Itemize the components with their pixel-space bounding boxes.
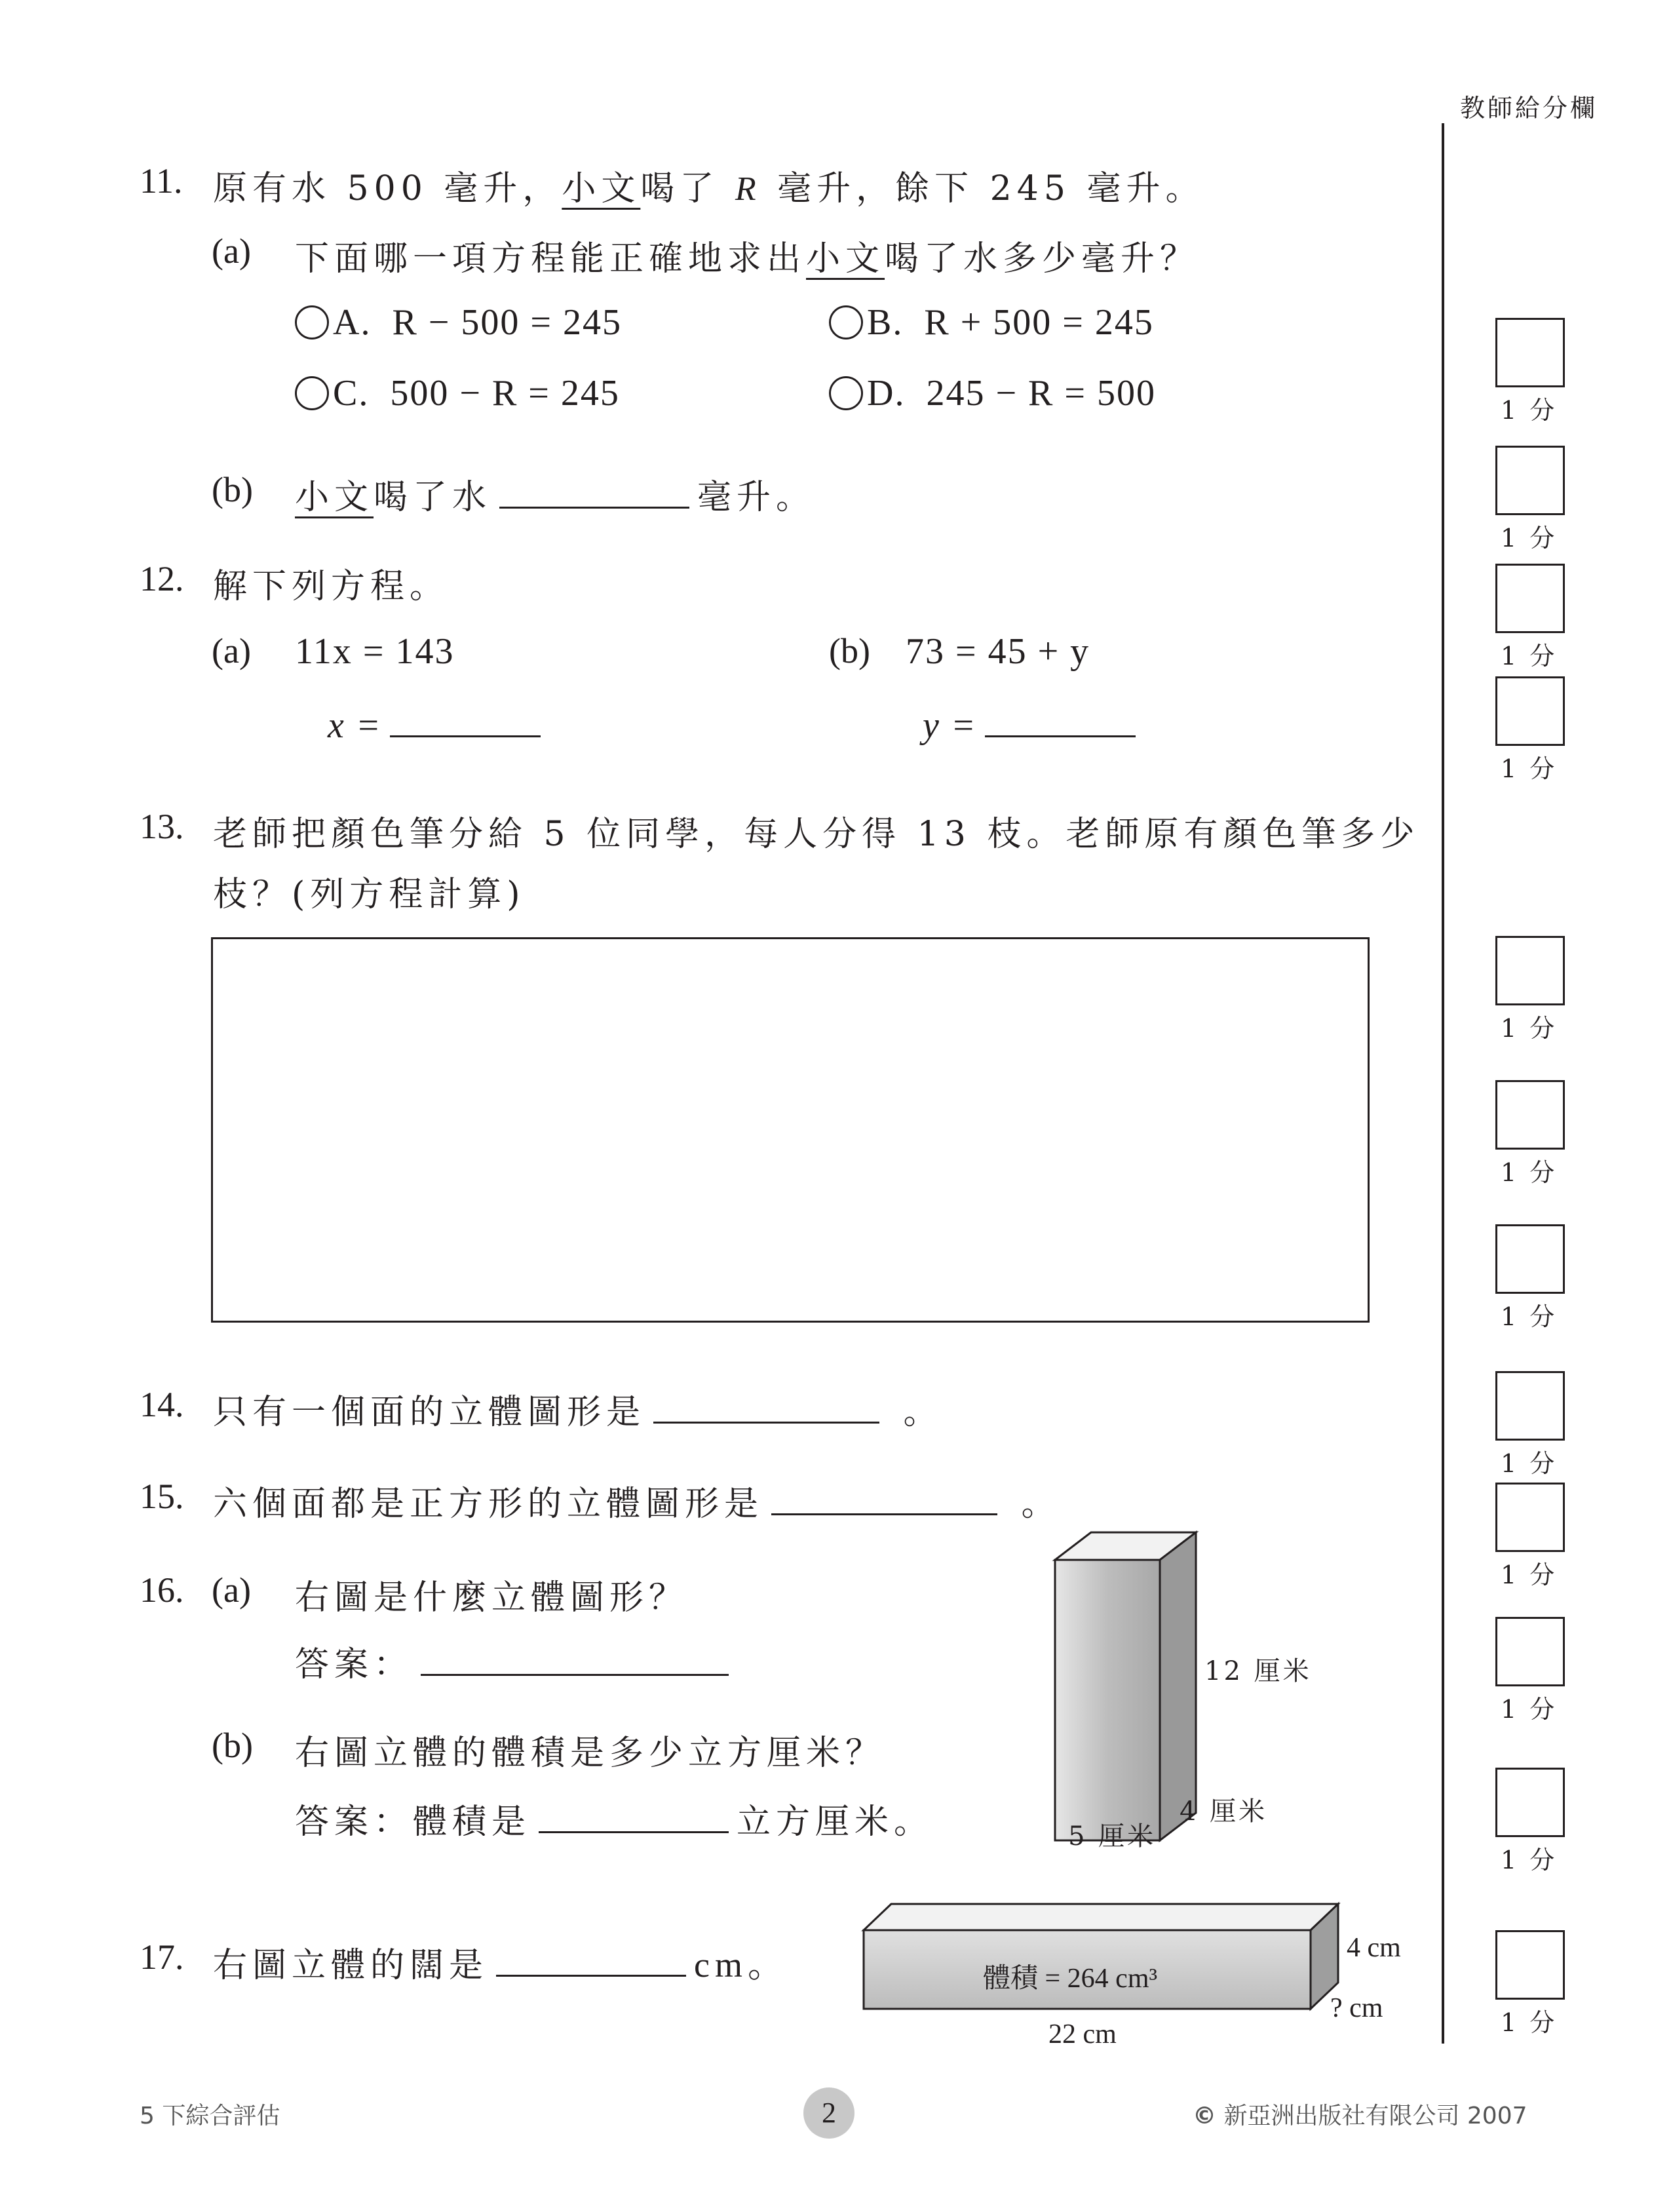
q17-text (213, 1937, 788, 1987)
q12a-equation: 11x = 143 (295, 631, 455, 672)
mark-label: 1 分 (1501, 1695, 1558, 1724)
mark-label: 1 分 (1501, 754, 1558, 783)
q15-answer-blank[interactable] (771, 1483, 997, 1515)
q16-fig-width-label: 5 厘米 (1068, 1821, 1157, 1852)
q11a-text-a: 下面哪一項方程能正確地求出 (295, 239, 807, 279)
q11-option-a[interactable] (295, 301, 622, 343)
q16b-answer (295, 1794, 933, 1843)
mark-box[interactable] (1495, 1930, 1565, 2000)
mark-box[interactable] (1495, 1768, 1565, 1837)
q12-stem: 解下列方程。 (213, 567, 450, 606)
radio-circle-icon[interactable] (829, 376, 863, 410)
mark-label: 1 分 (1501, 1158, 1558, 1187)
cuboid-front-face (1055, 1560, 1160, 1840)
q11-option-c-expr: 500 − R = 245 (390, 373, 620, 414)
mark-label: 1 分 (1501, 1302, 1558, 1331)
page-number: 2 (822, 2097, 836, 2129)
q11-option-c-label: C. (333, 373, 370, 414)
q11a-name: 小文 (806, 239, 885, 279)
q11b-answer-blank[interactable] (499, 476, 689, 509)
q17-fig-height-label: 4 cm (1347, 1933, 1401, 1963)
q11-option-b-label: B. (867, 302, 904, 343)
q16b-text: 右圖立體的體積是多少立方厘米？ (295, 1734, 885, 1773)
mark-box[interactable] (1495, 1080, 1565, 1150)
q12a-answer-blank[interactable] (390, 705, 541, 737)
q14-question: 只有一個面的立體圖形是 (213, 1393, 646, 1432)
q12b-answer-blank[interactable] (985, 705, 1136, 737)
q11-option-d[interactable] (829, 372, 1156, 414)
mark-box[interactable] (1495, 1617, 1565, 1686)
q12a-answer-label: x = (328, 705, 382, 746)
q17-answer-blank[interactable] (496, 1945, 686, 1977)
q11b-unit: 毫升。 (697, 478, 816, 517)
q16b-label: (b) (212, 1726, 253, 1765)
q13-working-box[interactable] (211, 937, 1370, 1323)
q13-number: 13. (140, 807, 184, 846)
q16b-answer-blank[interactable] (539, 1801, 729, 1833)
q11-number: 11. (140, 161, 183, 201)
q11-option-a-expr: R − 500 = 245 (392, 302, 622, 343)
mark-box[interactable] (1495, 446, 1565, 515)
q14-end: 。 (903, 1393, 943, 1432)
q16-fig-height-label: 12 厘米 (1204, 1656, 1312, 1686)
q11-option-a-label: A. (333, 302, 372, 343)
mark-box[interactable] (1495, 1371, 1565, 1441)
q11-stem-a: 原有水 500 毫升， (213, 169, 562, 208)
radio-circle-icon[interactable] (295, 376, 329, 410)
q17-unit: cm。 (694, 1945, 788, 1985)
box-top-face (864, 1904, 1338, 1930)
radio-circle-icon[interactable] (829, 305, 863, 340)
q12a-answer (328, 705, 548, 747)
q11a-label: (a) (212, 231, 251, 271)
mark-box[interactable] (1495, 1483, 1565, 1552)
q16-fig-depth-label: 4 厘米 (1180, 1796, 1268, 1827)
mark-box[interactable] (1495, 1224, 1565, 1294)
q17-fig-depth-label: ? cm (1330, 1993, 1383, 2023)
mark-box[interactable] (1495, 564, 1565, 633)
q11b-name: 小文 (295, 478, 374, 517)
q12b-label: (b) (829, 631, 870, 670)
q11-stem-c: 毫升，餘下 245 毫升。 (761, 169, 1205, 208)
q11b-text (295, 469, 815, 518)
mark-label: 1 分 (1501, 396, 1558, 425)
footer-right (1193, 2097, 1527, 2131)
q11b-text-a: 喝了水 (374, 478, 492, 517)
q11a-text (295, 231, 1199, 280)
q15-question: 六個面都是正方形的立體圖形是 (213, 1484, 764, 1524)
mark-label: 1 分 (1501, 2008, 1558, 2037)
mark-label: 1 分 (1501, 1561, 1558, 1589)
q12-number: 12. (140, 559, 184, 598)
q11-stem-b: 喝了 (640, 169, 735, 208)
q14-answer-blank[interactable] (653, 1391, 879, 1424)
mark-box[interactable] (1495, 676, 1565, 746)
mark-label: 1 分 (1501, 1846, 1558, 1874)
q16a-label: (a) (212, 1570, 251, 1610)
q14-number: 14. (140, 1385, 184, 1424)
q11-option-d-label: D. (867, 373, 906, 414)
mark-box[interactable] (1495, 936, 1565, 1005)
mark-label: 1 分 (1501, 642, 1558, 670)
q15-text (213, 1476, 1061, 1525)
footer-left: 5 下綜合評估 (140, 2103, 280, 2129)
q11b-label: (b) (212, 470, 253, 509)
q11-option-b-expr: R + 500 = 245 (924, 302, 1154, 343)
q11-option-b[interactable] (829, 301, 1154, 343)
teacher-column-header: 教師給分欄 (1460, 94, 1598, 123)
radio-circle-icon[interactable] (295, 305, 329, 340)
q11a-text-b: 喝了水多少毫升？ (885, 239, 1200, 279)
q12b-equation: 73 = 45 + y (906, 631, 1090, 672)
q12b-answer-label: y = (923, 705, 977, 746)
q17-number: 17. (140, 1937, 184, 1977)
q15-end: 。 (1021, 1484, 1061, 1524)
q13-line1: 老師把顏色筆分給 5 位同學，每人分得 13 枝。老師原有顏色筆多少 (213, 815, 1420, 854)
q16-number: 16. (140, 1570, 184, 1610)
q16a-answer (295, 1637, 737, 1686)
q11-stem-name: 小文 (562, 169, 641, 208)
q11-option-c[interactable] (295, 372, 620, 414)
q13-line2: 枝？(列方程計算) (213, 875, 526, 914)
mark-label: 1 分 (1501, 1014, 1558, 1043)
q16b-unit: 立方厘米。 (737, 1802, 934, 1842)
q16a-answer-blank[interactable] (421, 1644, 729, 1676)
q17-question: 右圖立體的闊是 (213, 1946, 489, 1985)
q14-text (213, 1384, 943, 1433)
mark-label: 1 分 (1501, 524, 1558, 553)
q12b-answer (923, 705, 1143, 747)
q12a-label: (a) (212, 631, 251, 670)
q17-fig-volume-label: 體積 = 264 cm³ (983, 1964, 1158, 1994)
q17-fig-length-label: 22 cm (1048, 2019, 1117, 2049)
copyright-icon: © (1193, 2103, 1216, 2129)
q11-stem-var: R (735, 170, 761, 208)
page-number-badge (803, 2087, 855, 2139)
footer-publisher: 新亞洲出版社有限公司 2007 (1223, 2103, 1527, 2129)
q11-option-d-expr: 245 − R = 500 (926, 373, 1156, 414)
q16b-answer-label: 答案：體積是 (295, 1802, 531, 1842)
q15-number: 15. (140, 1477, 184, 1516)
mark-box[interactable] (1495, 318, 1565, 387)
q16a-text: 右圖是什麼立體圖形？ (295, 1578, 689, 1618)
teacher-column-divider (1442, 123, 1444, 2044)
q11-stem (213, 161, 1204, 210)
q16a-answer-label: 答案： (295, 1645, 413, 1684)
mark-label: 1 分 (1501, 1449, 1558, 1478)
